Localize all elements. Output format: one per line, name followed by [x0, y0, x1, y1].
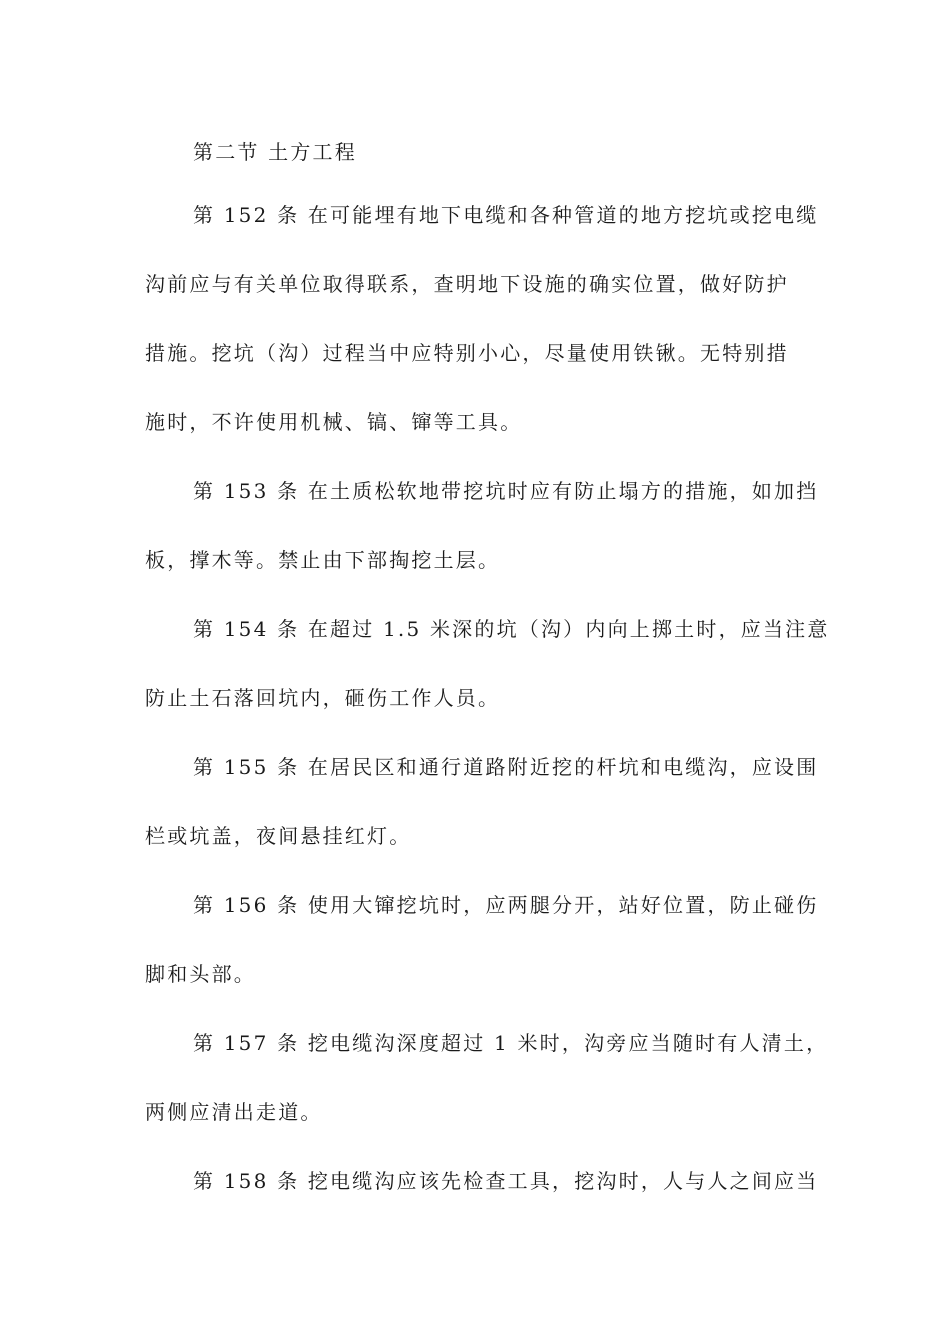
article-154-line-1: 第 154 条 在超过 1.5 米深的坑（沟）内向上掷土时，应当注意: [193, 617, 830, 641]
article-152-line-4: 施时，不许使用机械、镐、镩等工具。: [145, 410, 523, 434]
article-154-line-2: 防止土石落回坑内，砸伤工作人员。: [145, 686, 501, 710]
article-156-line-2: 脚和头部。: [145, 962, 256, 986]
article-152-line-1: 第 152 条 在可能埋有地下电缆和各种管道的地方挖坑或挖电缆: [193, 203, 819, 227]
article-156-line-1: 第 156 条 使用大镩挖坑时，应两腿分开，站好位置，防止碰伤: [193, 893, 819, 917]
article-152-line-2: 沟前应与有关单位取得联系，查明地下设施的确实位置，做好防护: [145, 272, 789, 296]
article-157-line-2: 两侧应清出走道。: [145, 1100, 323, 1124]
article-158-line-1: 第 158 条 挖电缆沟应该先检查工具，挖沟时，人与人之间应当: [193, 1169, 819, 1193]
article-155-line-1: 第 155 条 在居民区和通行道路附近挖的杆坑和电缆沟，应设围: [193, 755, 819, 779]
article-153-line-1: 第 153 条 在土质松软地带挖坑时应有防止塌方的措施，如加挡: [193, 479, 819, 503]
article-157-line-1: 第 157 条 挖电缆沟深度超过 1 米时，沟旁应当随时有人清土，: [193, 1031, 829, 1055]
section-heading: 第二节 土方工程: [193, 140, 357, 164]
article-153-line-2: 板，撑木等。禁止由下部掏挖土层。: [145, 548, 501, 572]
article-152-line-3: 措施。挖坑（沟）过程当中应特别小心，尽量使用铁锹。无特别措: [145, 341, 789, 365]
article-155-line-2: 栏或坑盖，夜间悬挂红灯。: [145, 824, 412, 848]
